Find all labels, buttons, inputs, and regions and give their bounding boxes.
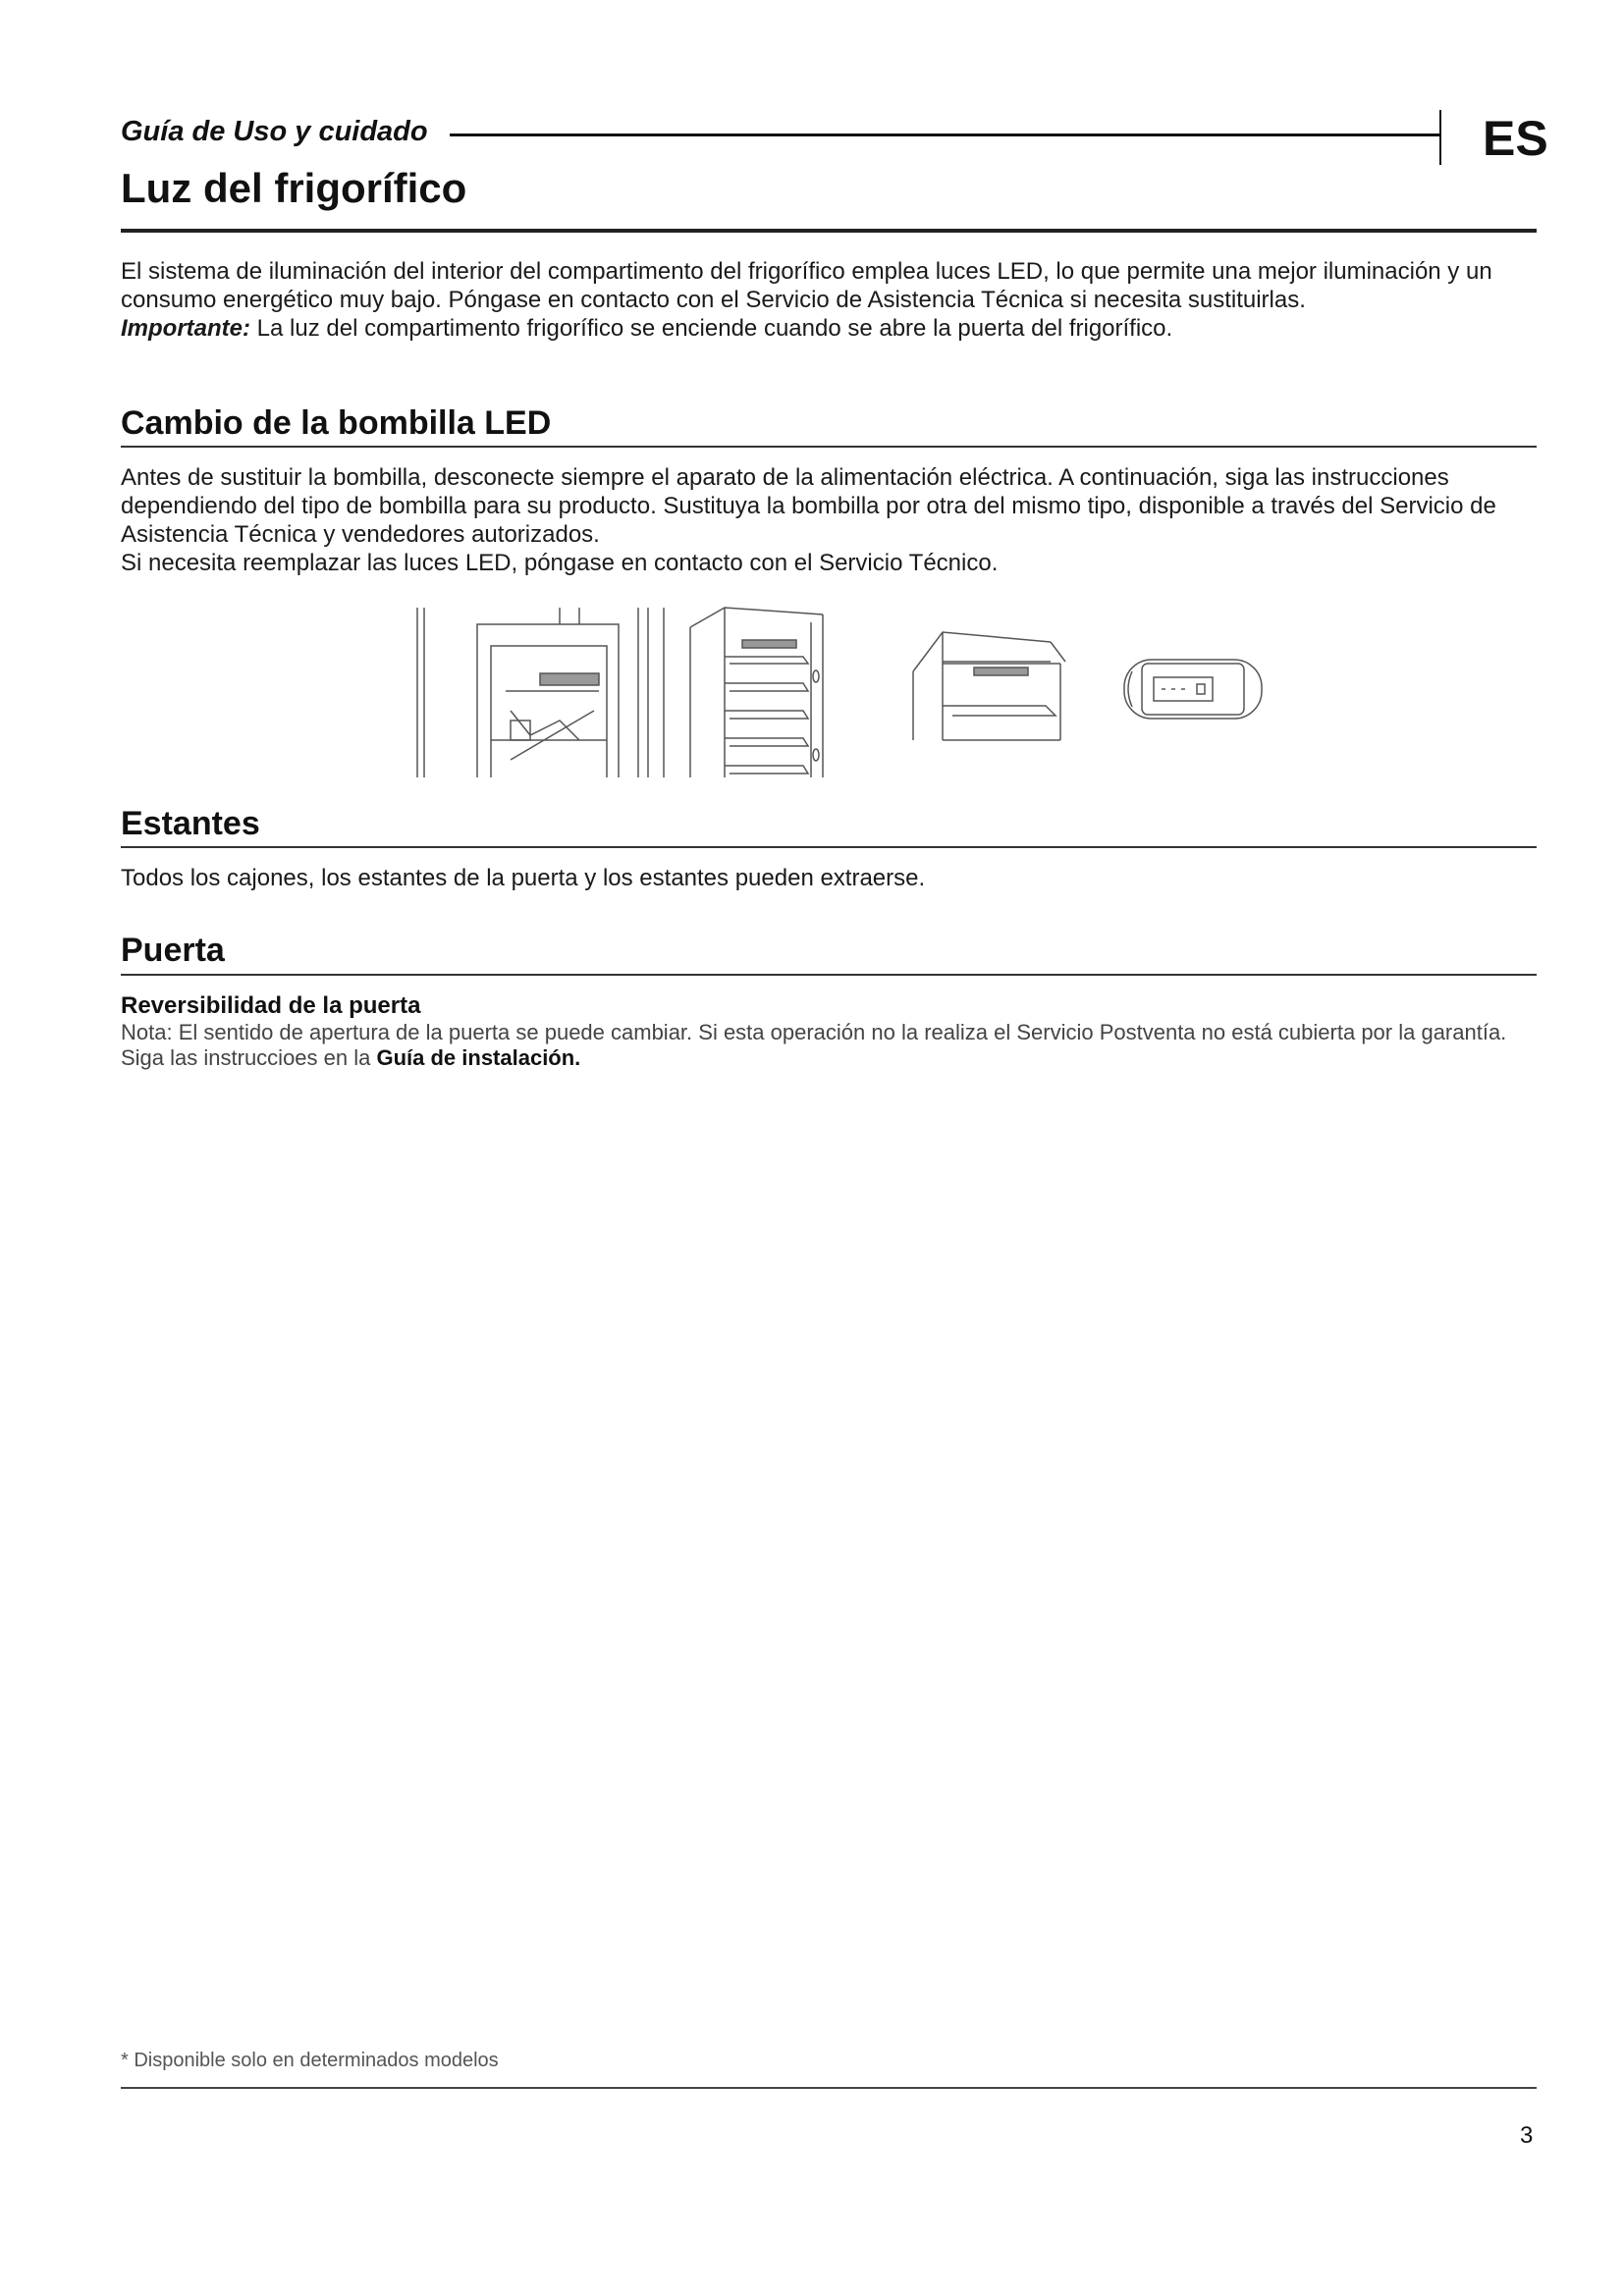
door-follow — [121, 1045, 1537, 1071]
led-figures — [412, 603, 1267, 777]
important-label: Importante: — [121, 315, 250, 342]
led-text-1: Antes de sustituir la bombilla, desconecte siempre el aparato de la alimentación eléctrica. A continuación, siga las instrucciones dependiendo del tipo de bombilla para su producto. Sustituya la bombilla por otra del mismo tipo, disponible a través del Servicio de Asistencia Técnica y vendedores autorizados. — [121, 464, 1496, 548]
fridge-interior-illustration — [412, 603, 668, 777]
footnote: * Disponible solo en determinados modelos — [121, 2050, 499, 2071]
door-follow-prefix: Siga las instruccioes en la — [121, 1045, 377, 1070]
intro-paragraph — [121, 257, 1537, 343]
title-rule — [121, 229, 1537, 233]
section-title-shelves: Estantes — [121, 805, 260, 842]
installation-guide-reference: Guía de instalación. — [376, 1045, 581, 1070]
footer-rule — [121, 2087, 1537, 2089]
fridge-shelves-illustration — [685, 603, 833, 777]
page-title: Luz del frigorífico — [121, 165, 467, 211]
led-paragraph — [121, 463, 1537, 577]
important-text: La luz del compartimento frigorífico se enciende cuando se abre la puerta del frigorífico. — [250, 315, 1173, 342]
section-title-door: Puerta — [121, 932, 225, 969]
door-note: Nota: El sentido de apertura de la puerta se puede cambiar. Si esta operación no la realiza el Servicio Postventa no está cubierta por la garantía. — [121, 1020, 1507, 1044]
shelf-light-closeup-illustration — [903, 603, 1070, 777]
header-rule — [450, 133, 1441, 136]
header-title: Guía de Uso y cuidado — [121, 116, 428, 147]
shelves-paragraph: Todos los cajones, los estantes de la puerta y los estantes pueden extraerse. — [121, 865, 926, 891]
page-number: 3 — [1520, 2122, 1534, 2149]
door-block — [121, 991, 1537, 1071]
section-rule-door — [121, 974, 1537, 976]
section-rule-led — [121, 446, 1537, 448]
led-text-2: Si necesita reemplazar las luces LED, póngase en contacto con el Servicio Técnico. — [121, 550, 999, 576]
intro-text: El sistema de iluminación del interior del compartimento del frigorífico emplea luces LED, lo que permite una mejor iluminación y un consumo energético muy bajo. Póngase en contacto con el Servicio de Asistencia Técnica si necesita sustituirlas. — [121, 258, 1492, 313]
section-title-led: Cambio de la bombilla LED — [121, 404, 552, 442]
door-subtitle: Reversibilidad de la puerta — [121, 992, 421, 1019]
led-module-illustration — [1114, 603, 1272, 777]
section-rule-shelves — [121, 846, 1537, 848]
language-code: ES — [1483, 111, 1548, 166]
important-line — [121, 314, 1537, 343]
header-tick — [1439, 110, 1441, 165]
